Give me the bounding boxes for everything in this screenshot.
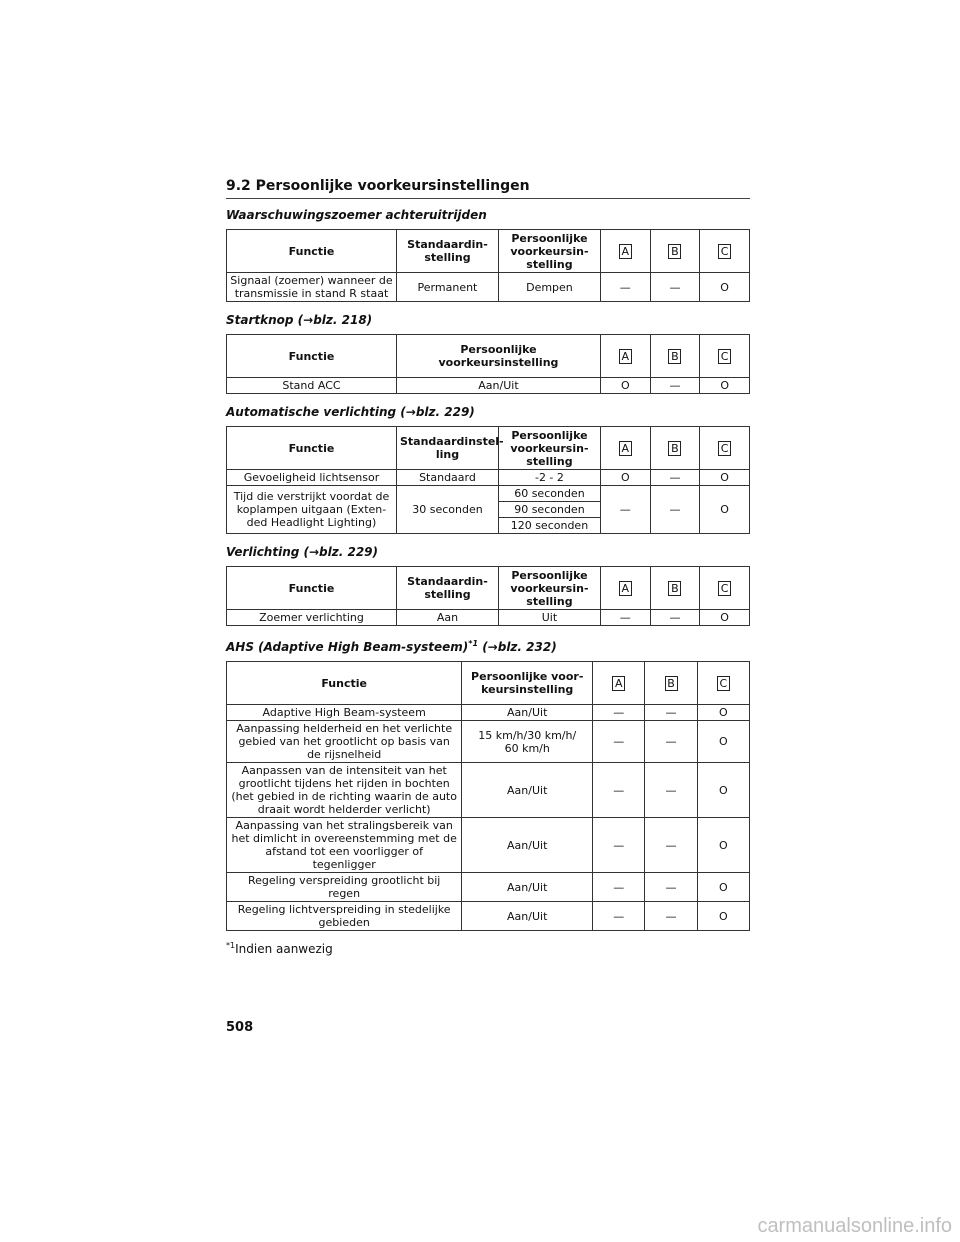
column-header-c	[700, 427, 750, 470]
cell: 30 seconden	[396, 486, 498, 534]
column-header-a	[600, 567, 650, 610]
boxed-letter-a: A	[619, 441, 632, 456]
cell: O	[697, 721, 749, 763]
boxed-letter-b: B	[668, 581, 681, 596]
table-lighting	[226, 566, 750, 626]
cell: Adaptive High Beam-systeem	[227, 705, 462, 721]
column-header-b	[650, 427, 700, 470]
cell: O	[700, 486, 750, 534]
section-title-auto-lighting: Automatische verlichting (→blz. 229)	[226, 405, 475, 419]
section-title-start-button: Startknop (→blz. 218)	[226, 313, 373, 327]
column-header-b	[650, 230, 700, 273]
boxed-letter-c: C	[717, 676, 730, 691]
column-header: Persoonlijke voor- keursinstelling	[462, 662, 593, 705]
cell: Aan/Uit	[462, 873, 593, 902]
boxed-letter-a: A	[619, 581, 632, 596]
cell: —	[593, 705, 645, 721]
column-header: Persoonlijke voorkeursin- stelling	[498, 567, 600, 610]
cell: —	[593, 902, 645, 931]
column-header-c	[700, 335, 750, 378]
column-header: Standaardin- stelling	[396, 567, 498, 610]
boxed-letter-b: B	[668, 244, 681, 259]
table-reverse-buzzer	[226, 229, 750, 302]
cell: Tijd die verstrijkt voordat de koplampen uitgaan (Exten- ded Headlight Lighting)	[227, 486, 397, 534]
cell: —	[645, 902, 697, 931]
column-header: Persoonlijke voorkeursin- stelling	[498, 427, 600, 470]
cell: Uit	[498, 610, 600, 626]
column-header-c	[700, 230, 750, 273]
cell: Aan	[396, 610, 498, 626]
cell: O	[700, 610, 750, 626]
boxed-letter-a: A	[612, 676, 625, 691]
table-row	[227, 763, 750, 818]
cell: —	[650, 486, 700, 534]
watermark: carmanualsonline.info	[757, 1215, 952, 1237]
column-header-a	[600, 427, 650, 470]
column-header-b	[645, 662, 697, 705]
table-row	[227, 721, 750, 763]
cell: Standaard	[396, 470, 498, 486]
column-header: Functie	[227, 335, 397, 378]
cell: —	[600, 486, 650, 534]
cell: Zoemer verlichting	[227, 610, 397, 626]
cell: Aan/Uit	[462, 902, 593, 931]
cell: Aan/Uit	[462, 705, 593, 721]
boxed-letter-b: B	[668, 441, 681, 456]
cell: —	[600, 273, 650, 302]
cell: O	[600, 470, 650, 486]
table-row	[227, 818, 750, 873]
cell: -2 - 2	[498, 470, 600, 486]
table-row	[227, 486, 750, 502]
cell: Permanent	[396, 273, 498, 302]
cell: —	[593, 818, 645, 873]
column-header-b	[650, 567, 700, 610]
footnote-mark: *1	[468, 639, 479, 648]
column-header-b	[650, 335, 700, 378]
boxed-letter-b: B	[668, 349, 681, 364]
cell: Regeling lichtverspreiding in stedelijke gebieden	[227, 902, 462, 931]
boxed-letter-c: C	[718, 244, 731, 259]
cell: Aanpassen van de intensiteit van het grootlicht tijdens het rijden in bochten (het gebied in de richting waarin de auto draait wordt helderder verlicht)	[227, 763, 462, 818]
cell: Stand ACC	[227, 378, 397, 394]
column-header: Persoonlijke voorkeursinstelling	[396, 335, 600, 378]
boxed-letter-c: C	[718, 349, 731, 364]
cell: —	[645, 705, 697, 721]
table-row	[227, 902, 750, 931]
cell: 120 seconden	[498, 518, 600, 534]
section-title-ahs	[226, 636, 750, 655]
cell: —	[645, 873, 697, 902]
cell: —	[600, 610, 650, 626]
cell: 90 seconden	[498, 502, 600, 518]
cell: Regeling verspreiding grootlicht bij regen	[227, 873, 462, 902]
page-content	[226, 178, 750, 956]
column-header-c	[697, 662, 749, 705]
cell: —	[650, 610, 700, 626]
cell: O	[697, 705, 749, 721]
cell: O	[697, 873, 749, 902]
cell: O	[697, 902, 749, 931]
cell: O	[700, 378, 750, 394]
table-row	[227, 273, 750, 302]
column-header: Functie	[227, 662, 462, 705]
table-ahs	[226, 661, 750, 931]
cell: Signaal (zoemer) wanneer de transmissie in stand R staat	[227, 273, 397, 302]
cell: —	[593, 763, 645, 818]
cell: —	[645, 763, 697, 818]
column-header-a	[600, 335, 650, 378]
cell: 15 km/h/30 km/h/ 60 km/h	[462, 721, 593, 763]
table-row	[227, 873, 750, 902]
column-header: Standaardinstel- ling	[396, 427, 498, 470]
cell: —	[593, 721, 645, 763]
cell: O	[697, 763, 749, 818]
cell: —	[645, 721, 697, 763]
cell: Aan/Uit	[462, 763, 593, 818]
column-header-c	[700, 567, 750, 610]
table-auto-lighting	[226, 426, 750, 534]
table-row	[227, 610, 750, 626]
table-start-button	[226, 334, 750, 394]
column-header: Persoonlijke voorkeursin- stelling	[498, 230, 600, 273]
cell: —	[650, 378, 700, 394]
column-header: Functie	[227, 567, 397, 610]
table-row	[227, 378, 750, 394]
cell: 60 seconden	[498, 486, 600, 502]
section-title-reverse-buzzer: Waarschuwingszoemer achteruitrijden	[226, 208, 487, 222]
cell: Dempen	[498, 273, 600, 302]
table-row	[227, 705, 750, 721]
ahs-title-suffix: (→blz. 232)	[478, 640, 557, 654]
cell: Aanpassing helderheid en het verlichte gebied van het grootlicht op basis van de rijsnelheid	[227, 721, 462, 763]
page-number: 508	[226, 1020, 254, 1035]
boxed-letter-b: B	[665, 676, 678, 691]
boxed-letter-a: A	[619, 349, 632, 364]
ahs-title-text: AHS (Adaptive High Beam-systeem)	[226, 640, 469, 654]
footnote	[226, 941, 750, 956]
section-title-lighting: Verlichting (→blz. 229)	[226, 545, 379, 559]
section-header: 9.2 Persoonlijke voorkeursinstellingen	[226, 178, 750, 199]
boxed-letter-c: C	[718, 441, 731, 456]
boxed-letter-c: C	[718, 581, 731, 596]
cell: —	[645, 818, 697, 873]
column-header: Functie	[227, 427, 397, 470]
cell: O	[700, 273, 750, 302]
cell: Aan/Uit	[462, 818, 593, 873]
cell: —	[650, 470, 700, 486]
cell: —	[593, 873, 645, 902]
cell: Gevoeligheid lichtsensor	[227, 470, 397, 486]
cell: Aan/Uit	[396, 378, 600, 394]
column-header-a	[593, 662, 645, 705]
cell: O	[600, 378, 650, 394]
column-header: Standaardin- stelling	[396, 230, 498, 273]
cell: O	[697, 818, 749, 873]
footnote-text: Indien aanwezig	[235, 942, 333, 956]
cell: O	[700, 470, 750, 486]
table-row	[227, 470, 750, 486]
cell: —	[650, 273, 700, 302]
footnote-mark: *1	[226, 941, 236, 950]
column-header: Functie	[227, 230, 397, 273]
boxed-letter-a: A	[619, 244, 632, 259]
cell: Aanpassing van het stralingsbereik van het dimlicht in overeenstemming met de afstand tot een voorligger of tegenligger	[227, 818, 462, 873]
column-header-a	[600, 230, 650, 273]
